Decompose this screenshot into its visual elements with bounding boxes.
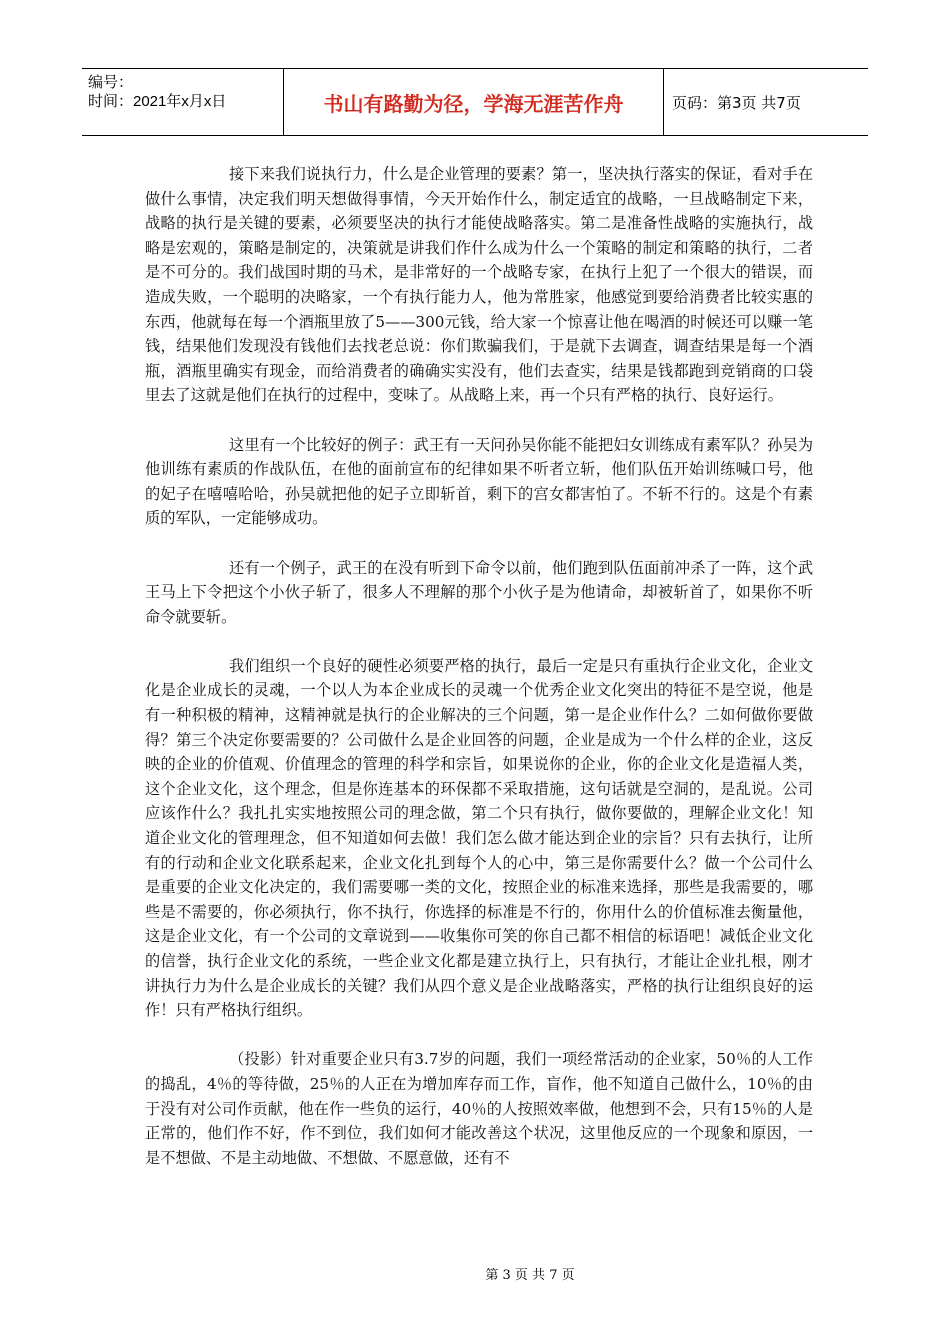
header-page-label: 页码：第3页 共7页 xyxy=(672,93,801,112)
document-number-label: 编号： xyxy=(88,74,134,91)
document-time-label: 时间：2021年x月x日 xyxy=(88,93,227,110)
paragraph: （投影）针对重要企业只有3.7岁的问题，我们一项经常活动的企业家，50％的人工作的捣乱，4％的等待做，25％的人正在为增加库存而工作，盲作，他不知道自己做什么，10％的由于没有对公司作贡献，他在作一些负的运行，40％的人按照效率做，他想到不会，只有15％的人是正常的，他们作不好，作不到位，我们如何才能改善这个状况，这里他反应的一个现象和原因，一是不想做、不是主动地做、不想做、不愿意做，还有不 xyxy=(145,1050,813,1167)
paragraph: 这里有一个比较好的例子：武王有一天问孙吴你能不能把妇女训练成有素军队？孙吴为他训练有素质的作战队伍，在他的面前宣布的纪律如果不听者立斩，他们队伍开始训练喊口号，他的妃子在嘻嘻哈哈，孙吴就把他的妃子立即斩首，剩下的宫女都害怕了。不斩不行的。这是个有素质的军队，一定能够成功。 xyxy=(145,435,813,528)
header-motto: 书山有路勤为径，学海无涯苦作舟 xyxy=(284,69,664,135)
paragraph: 我们组织一个良好的硬性必须要严格的执行，最后一定是只有重执行企业文化，企业文化是企业成长的灵魂，一个以人为本企业成长的灵魂一个优秀企业文化突出的特征不是空说，他是有一种积极的精神，这精神就是执行的企业解决的三个问题，第一是企业作什么？二如何做你要做得？第三个决定你要需要的？公司做什么是企业回答的问题，企业是成为一个什么样的企业，这反映的企业的价值观、价值理念的管理的科学和宗旨，如果说你的企业，你的企业文化是造福人类，这个企业文化，这个理念，但是你连基本的环保都不采取措施，这句话就是空洞的，是乱说。公司应该作什么？我扎扎实实地按照公司的理念做，第二个只有执行，做你要做的，理解企业文化！知道企业文化的管理理念，但不知道如何去做！我们怎么做才能达到企业的宗旨？只有去执行，让所有的行动和企业文化联系起来，企业文化扎到每个人的心中，第三是你需要什么？做一个公司什么是重要的企业文化决定的，我们需要哪一类的文化，按照企业的标准来选择，那些是我需要的，哪些是不需要的，你必须执行，你不执行，你选择的标准是不行的，你用什么的价值标准去衡量他，这是企业文化，有一个公司的文章说到——收集你可笑的你自己都不相信的标语吧！减低企业文化的信誉，执行企业文化的系统，一些企业文化都是建立执行上，只有执行，才能让企业扎根，刚才讲执行力为什么是企业成长的关键？我们从四个意义是企业战略落实，严格的执行让组织良好的运作！只有严格执行组织。 xyxy=(145,656,813,1020)
page-footer xyxy=(0,1264,950,1283)
page-header xyxy=(82,68,868,136)
paragraph: 接下来我们说执行力，什么是企业管理的要素？第一，坚决执行落实的保证，看对手在做什么事情，决定我们明天想做得事情，今天开始作什么，制定适宜的战略，一旦战略制定下来，战略的执行是关键的要素，必须要坚决的执行才能使战略落实。第二是准备性战略的实施执行，战略是宏观的，策略是制定的，决策就是讲我们作什么成为什么一个策略的制定和策略的执行，二者是不可分的。我们战国时期的马术，是非常好的一个战略专家，在执行上犯了一个很大的错误，而造成失败，一个聪明的决略家，一个有执行能力人，他为常胜家，他感觉到要给消费者比较实惠的东西，他就每在每一个酒瓶里放了5——300元钱，给大家一个惊喜让他在喝酒的时候还可以赚一笔钱，结果他们发现没有钱他们去找老总说：你们欺骗我们，于是就下去调查，调查结果是每一个酒瓶，酒瓶里确实有现金，而给消费者的确确实实没有，他们去查实，结果是钱都跑到竞销商的口袋里去了这就是他们在执行的过程中，变味了。从战略上来，再一个只有严格的执行、良好运行。 xyxy=(145,165,813,405)
paragraph: 还有一个例子，武王的在没有听到下命令以前，他们跑到队伍面前冲杀了一阵，这个武王马上下令把这个小伙子斩了，很多人不理解的那个小伙子是为他请命，却被斩首了，如果你不听命令就要斩。 xyxy=(145,558,813,626)
document-body xyxy=(145,162,813,1195)
header-meta-cell xyxy=(82,69,284,135)
footer-page-number: 第 3 页 共 7 页 xyxy=(485,1268,575,1283)
